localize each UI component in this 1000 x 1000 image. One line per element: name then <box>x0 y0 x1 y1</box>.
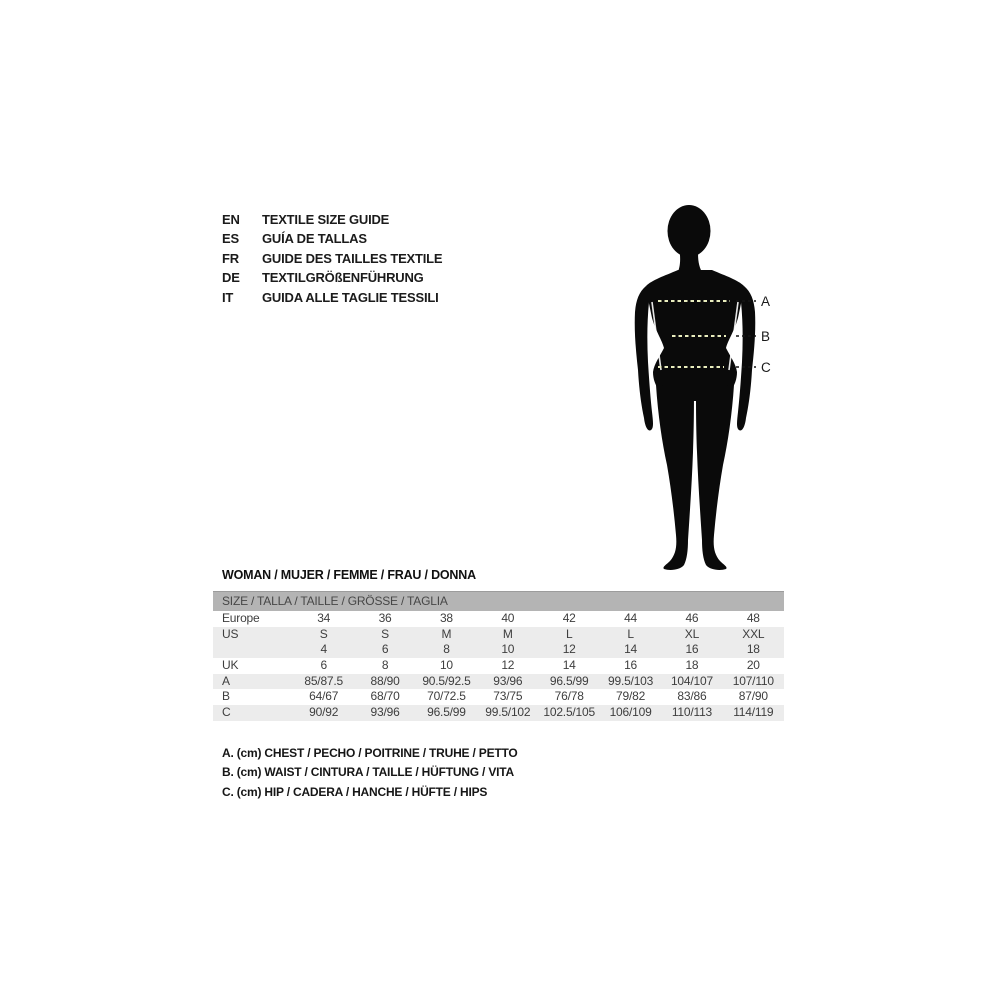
row-label: C <box>222 705 231 720</box>
size-value: 40 <box>501 611 515 625</box>
size-value: 64/67 <box>309 689 339 704</box>
language-title-label: TEXTILE SIZE GUIDE <box>262 212 390 227</box>
size-value: 6 <box>381 642 389 657</box>
size-value: 110/113 <box>671 705 713 720</box>
language-code: DE <box>222 270 240 286</box>
size-value: 114/119 <box>733 705 774 720</box>
category-line: WOMAN / MUJER / FEMME / FRAU / DONNA <box>222 568 476 582</box>
size-value: 93/96 <box>370 705 400 720</box>
size-value: XXL <box>742 626 765 641</box>
size-value: S <box>319 626 328 641</box>
size-value: 99.5/103 <box>608 673 654 688</box>
language-title-label: GUIDA ALLE TAGLIE TESSILI <box>262 289 439 305</box>
size-value: 10 <box>501 642 515 657</box>
size-value: 68/70 <box>370 689 400 704</box>
marker-label-c: C <box>761 360 771 375</box>
language-code: ES <box>222 231 239 247</box>
size-table <box>213 591 784 721</box>
row-label: Europe <box>222 611 260 625</box>
size-value: 93/96 <box>493 673 523 688</box>
row-label: A <box>222 673 230 688</box>
size-value: 104/107 <box>670 673 713 688</box>
size-value: M <box>441 626 452 641</box>
language-title-row <box>222 268 442 287</box>
size-value: 102.5/105 <box>543 705 595 720</box>
legend-line: B. (cm) WAIST / CINTURA / TAILLE / HÜFTUNG / VITA <box>222 765 514 780</box>
size-value: 6 <box>320 658 327 673</box>
size-value: L <box>565 626 573 641</box>
size-value: 18 <box>746 642 760 657</box>
size-value: 106/109 <box>609 705 652 720</box>
size-value: S <box>381 626 389 641</box>
table-row <box>213 642 784 658</box>
language-title-row <box>222 249 442 268</box>
size-value: 12 <box>501 658 515 673</box>
size-value: XL <box>684 626 700 641</box>
legend-line: A. (cm) CHEST / PECHO / POITRINE / TRUHE / PETTO <box>222 746 518 760</box>
size-value: 70/72.5 <box>427 689 466 704</box>
size-value: 20 <box>746 658 760 673</box>
size-table-body <box>213 611 784 721</box>
row-label <box>213 642 293 658</box>
woman-silhouette-figure <box>618 190 818 580</box>
marker-label-a: A <box>761 294 771 309</box>
size-table-header: SIZE / TALLA / TAILLE / GRÖSSE / TAGLIA <box>213 591 784 611</box>
language-title-row <box>222 229 442 248</box>
size-value: 14 <box>562 658 576 673</box>
size-value: 14 <box>624 642 638 657</box>
size-value: 96.5/99 <box>549 673 589 688</box>
measurement-legend <box>222 744 518 802</box>
size-value: 46 <box>685 611 699 625</box>
size-value: 12 <box>562 642 576 657</box>
size-value: 76/78 <box>554 689 584 704</box>
size-value: 96.5/99 <box>427 705 466 720</box>
size-value: 10 <box>439 658 453 673</box>
size-value: 85/87.5 <box>304 673 343 688</box>
language-title-label: GUÍA DE TALLAS <box>262 231 367 247</box>
language-title-row <box>222 288 442 307</box>
size-value: 107/110 <box>732 673 774 688</box>
size-value: 79/82 <box>616 689 646 704</box>
language-title-label: TEXTILGRÖßENFÜHRUNG <box>262 270 424 286</box>
size-value: 18 <box>685 658 699 673</box>
table-row <box>213 689 784 705</box>
size-value: 83/86 <box>677 689 707 704</box>
size-value: 88/90 <box>370 673 400 688</box>
size-value: M <box>502 626 513 641</box>
size-value: 36 <box>378 611 392 625</box>
size-value: 87/90 <box>738 689 768 704</box>
silhouette-right-leg <box>696 385 734 570</box>
language-title-row <box>222 210 442 229</box>
table-row <box>213 705 784 721</box>
size-value: 4 <box>320 642 327 657</box>
size-value: L <box>627 626 634 641</box>
size-value: 44 <box>624 611 638 625</box>
language-title-list <box>222 210 442 307</box>
row-label: US <box>222 626 239 641</box>
table-row <box>213 627 784 643</box>
legend-line: C. (cm) HIP / CADERA / HANCHE / HÜFTE / HIPS <box>222 784 488 799</box>
size-value: 8 <box>381 658 389 673</box>
table-row <box>213 674 784 690</box>
size-value: 8 <box>443 642 450 657</box>
row-label: UK <box>222 658 239 673</box>
language-title-label: GUIDE DES TAILLES TEXTILE <box>262 250 443 266</box>
table-row <box>213 611 784 627</box>
size-value: 73/75 <box>493 689 523 704</box>
language-code: IT <box>222 289 234 305</box>
table-row <box>213 658 784 674</box>
size-value: 34 <box>317 611 331 625</box>
size-value: 90/92 <box>309 705 339 720</box>
marker-label-b: B <box>761 329 771 344</box>
row-label: B <box>222 689 230 704</box>
size-value: 90.5/92.5 <box>422 673 471 688</box>
size-value: 38 <box>439 611 453 625</box>
size-value: 99.5/102 <box>485 705 531 720</box>
language-code: FR <box>222 250 239 266</box>
language-code: EN <box>222 212 240 227</box>
size-value: 16 <box>685 642 699 657</box>
size-value: 42 <box>562 611 576 625</box>
size-value: 16 <box>624 658 638 673</box>
size-value: 48 <box>746 611 760 625</box>
silhouette-left-leg <box>656 385 694 570</box>
